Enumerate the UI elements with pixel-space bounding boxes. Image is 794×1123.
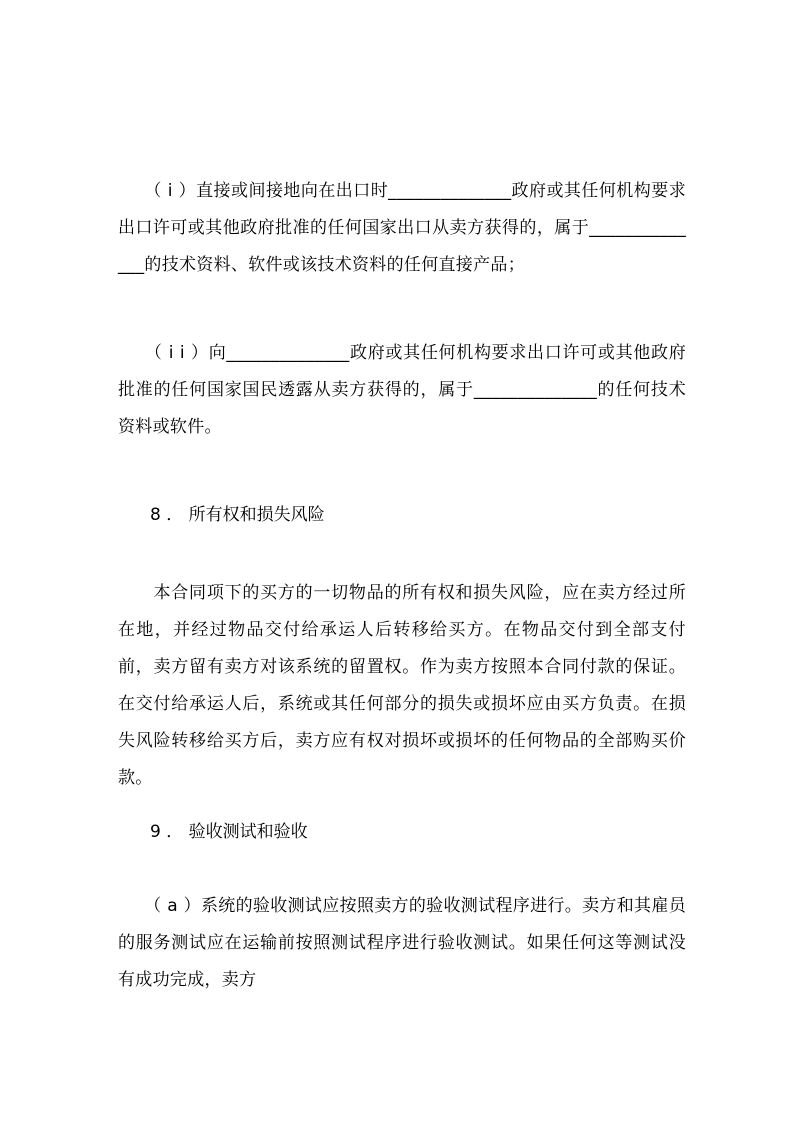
- paragraph-title-risk: 本合同项下的买方的一切物品的所有权和损失风险，应在卖方经过所在地，并经过物品交付给承运人后转移给买方。在物品交付到全部支付前，卖方留有卖方对该系统的留置权。作为卖方按照本合同付款的保证。在交付给承运人后，系统或其任何部分的损失或损坏应由买方负责。在损失风险转移给买方后，卖方应有权对损坏或损坏的任何物品的全部购买价款。: [118, 583, 686, 788]
- paragraph-acceptance-test: （ a ）系统的验收测试应按照卖方的验收测试程序进行。卖方和其雇员的服务测试应在运输前按照测试程序进行验收测试。如果任何这等测试没有成功完成，卖方: [118, 896, 686, 990]
- section-heading-title-risk: 8 ． 所有权和损失风险: [150, 505, 325, 525]
- paragraph-export-clause-ii: （ i i ）向______________政府或其任何机构要求出口许可或其他政府批准的任何国家国民透露从卖方获得的，属于______________的任何技术资料或软件。: [118, 343, 686, 437]
- section-heading-acceptance: 9 ． 验收测试和验收: [150, 822, 308, 842]
- paragraph-export-clause-i: （ i ）直接或间接地向在出口时______________政府或其任何机构要求出口许可或其他政府批准的任何国家出口从卖方获得的，属于______________的技术资料、软件或该技术资料的任何直接产品；: [118, 181, 686, 275]
